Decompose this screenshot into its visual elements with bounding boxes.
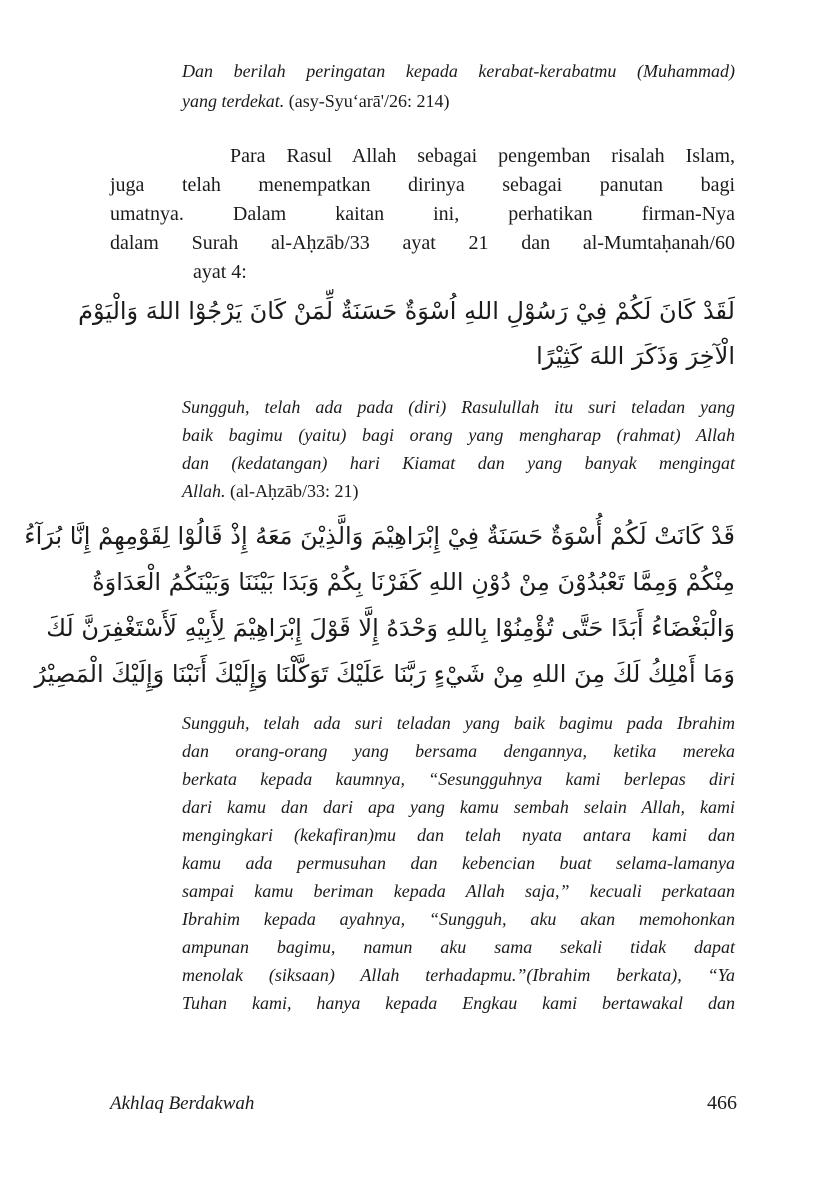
text-line (110, 142, 735, 171)
text-run: قَدْ كَانَتْ لَكُمْ أُسْوَةٌ حَسَنَةٌ فِيْ إِبْرَاهِيْمَ وَالَّذِيْنَ مَعَهُ إِذْ قَالُوْا لِقَوْمِهِمْ إِنَّا بُرَآءُ (24, 522, 735, 550)
text-run: Allah. (182, 481, 226, 501)
text-line (182, 56, 735, 86)
text-run: kamu ada permusuhan dan kebencian buat selama-lamanya (182, 853, 735, 873)
text-run: وَمَا أَمْلِكُ لَكَ مِنَ اللهِ مِنْ شَيْءٍ رَبَّنَا عَلَيْكَ تَوَكَّلْنَا وَإِلَيْكَ أَنَبْنَا وَإِلَيْكَ الْمَصِيْرُ (34, 660, 735, 688)
text-run: وَالْبَغْضَاءُ أَبَدًا حَتَّى تُؤْمِنُوْا بِاللهِ وَحْدَهُ إِلَّا قَوْلَ إِبْرَاهِيْمَ لِأَبِيْهِ لَأَسْتَغْفِرَنَّ لَكَ (46, 614, 735, 642)
text-line (110, 171, 735, 200)
text-line (182, 765, 735, 793)
text-line (182, 793, 735, 821)
text-line (92, 559, 735, 605)
text-run: ayat 4: (193, 261, 247, 283)
text-run: Tuhan kami, hanya kepada Engkau kami bertawakal dan (182, 993, 735, 1013)
text-run: Para Rasul Allah sebagai pengemban risalah Islam, (230, 145, 735, 167)
text-line (46, 605, 735, 651)
text-run: مِنْكُمْ وَمِمَّا تَعْبُدُوْنَ مِنْ دُوْنِ اللهِ كَفَرْنَا بِكُمْ وَبَدَا بَيْنَنَا وَبَيْنَكُمُ الْعَدَاوَةُ (92, 568, 735, 596)
text-line (182, 849, 735, 877)
text-line (182, 421, 735, 449)
page-text-block (24, 0, 735, 1017)
text-run: dalam Surah al-Aḥzāb/33 ayat 21 dan al-Mumtaḥanah/60 (110, 232, 735, 254)
text-line (182, 709, 735, 737)
text-run: mengingkari (kekafiran)mu dan telah nyata antara kami dan (182, 825, 735, 845)
text-line (182, 905, 735, 933)
text-run: menolak (siksaan) Allah terhadapmu.”(Ibrahim berkata), “Ya (182, 965, 735, 985)
text-line (182, 477, 735, 505)
text-line (110, 200, 735, 229)
text-run: baik bagimu (yaitu) bagi orang yang mengharap (rahmat) Allah (182, 425, 735, 445)
translation-al-mumtahanah-60-4 (182, 709, 735, 1017)
page-footer (110, 1092, 737, 1115)
text-line (34, 651, 735, 697)
text-run: الْآخِرَ وَذَكَرَ اللهَ كَثِيْرًا (536, 342, 735, 370)
text-run: berkata kepada kaumnya, “Sesungguhnya kami berlepas diri (182, 769, 735, 789)
intro-paragraph (110, 142, 735, 287)
text-run: dari kamu dan dari apa yang kamu sembah selain Allah, kami (182, 797, 735, 817)
text-line (24, 513, 735, 559)
text-run: Sungguh, telah ada pada (diri) Rasulullah itu suri teladan yang (182, 397, 735, 417)
text-line (182, 737, 735, 765)
text-line (78, 289, 735, 334)
text-run: Dan berilah peringatan kepada kerabat-kerabatmu (Muhammad) (182, 61, 735, 81)
verse-reference: (al-Aḥzāb/33: 21) (225, 481, 359, 501)
text-line (182, 821, 735, 849)
text-run: Sungguh, telah ada suri teladan yang baik bagimu pada Ibrahim (182, 713, 735, 733)
running-title: Akhlaq Berdakwah (110, 1093, 255, 1114)
text-line (110, 229, 735, 258)
text-line (182, 933, 735, 961)
text-run: dan orang-orang yang bersama dengannya, ketika mereka (182, 741, 735, 761)
text-run: yang terdekat. (182, 91, 285, 111)
text-run: لَقَدْ كَانَ لَكُمْ فِيْ رَسُوْلِ اللهِ اُسْوَةٌ حَسَنَةٌ لِّمَنْ كَانَ يَرْجُوْا اللهَ وَالْيَوْمَ (78, 297, 735, 325)
text-line (110, 258, 735, 287)
translation-al-ahzab-33-21 (182, 393, 735, 505)
arabic-verse-al-ahzab-33-21 (78, 289, 735, 379)
arabic-verse-al-mumtahanah-60-4 (24, 513, 735, 697)
text-line (182, 961, 735, 989)
text-run: juga telah menempatkan dirinya sebagai panutan bagi (110, 174, 735, 196)
text-line (182, 449, 735, 477)
text-line (182, 877, 735, 905)
text-run: ampunan bagimu, namun aku sama sekali tidak dapat (182, 937, 735, 957)
text-run: dan (kedatangan) hari Kiamat dan yang banyak mengingat (182, 453, 735, 473)
text-run: Ibrahim kepada ayahnya, “Sungguh, aku akan memohonkan (182, 909, 735, 929)
text-line (182, 989, 735, 1017)
verse-reference: (asy-Syu‘arā'/26: 214) (284, 91, 450, 111)
text-run: umatnya. Dalam kaitan ini, perhatikan firman-Nya (110, 203, 735, 225)
text-line (110, 334, 735, 379)
text-run: sampai kamu beriman kepada Allah saja,” kecuali perkataan (182, 881, 735, 901)
text-line (182, 393, 735, 421)
quote-asy-syuara (182, 56, 735, 116)
page-number: 466 (707, 1092, 737, 1114)
text-line (182, 86, 735, 116)
